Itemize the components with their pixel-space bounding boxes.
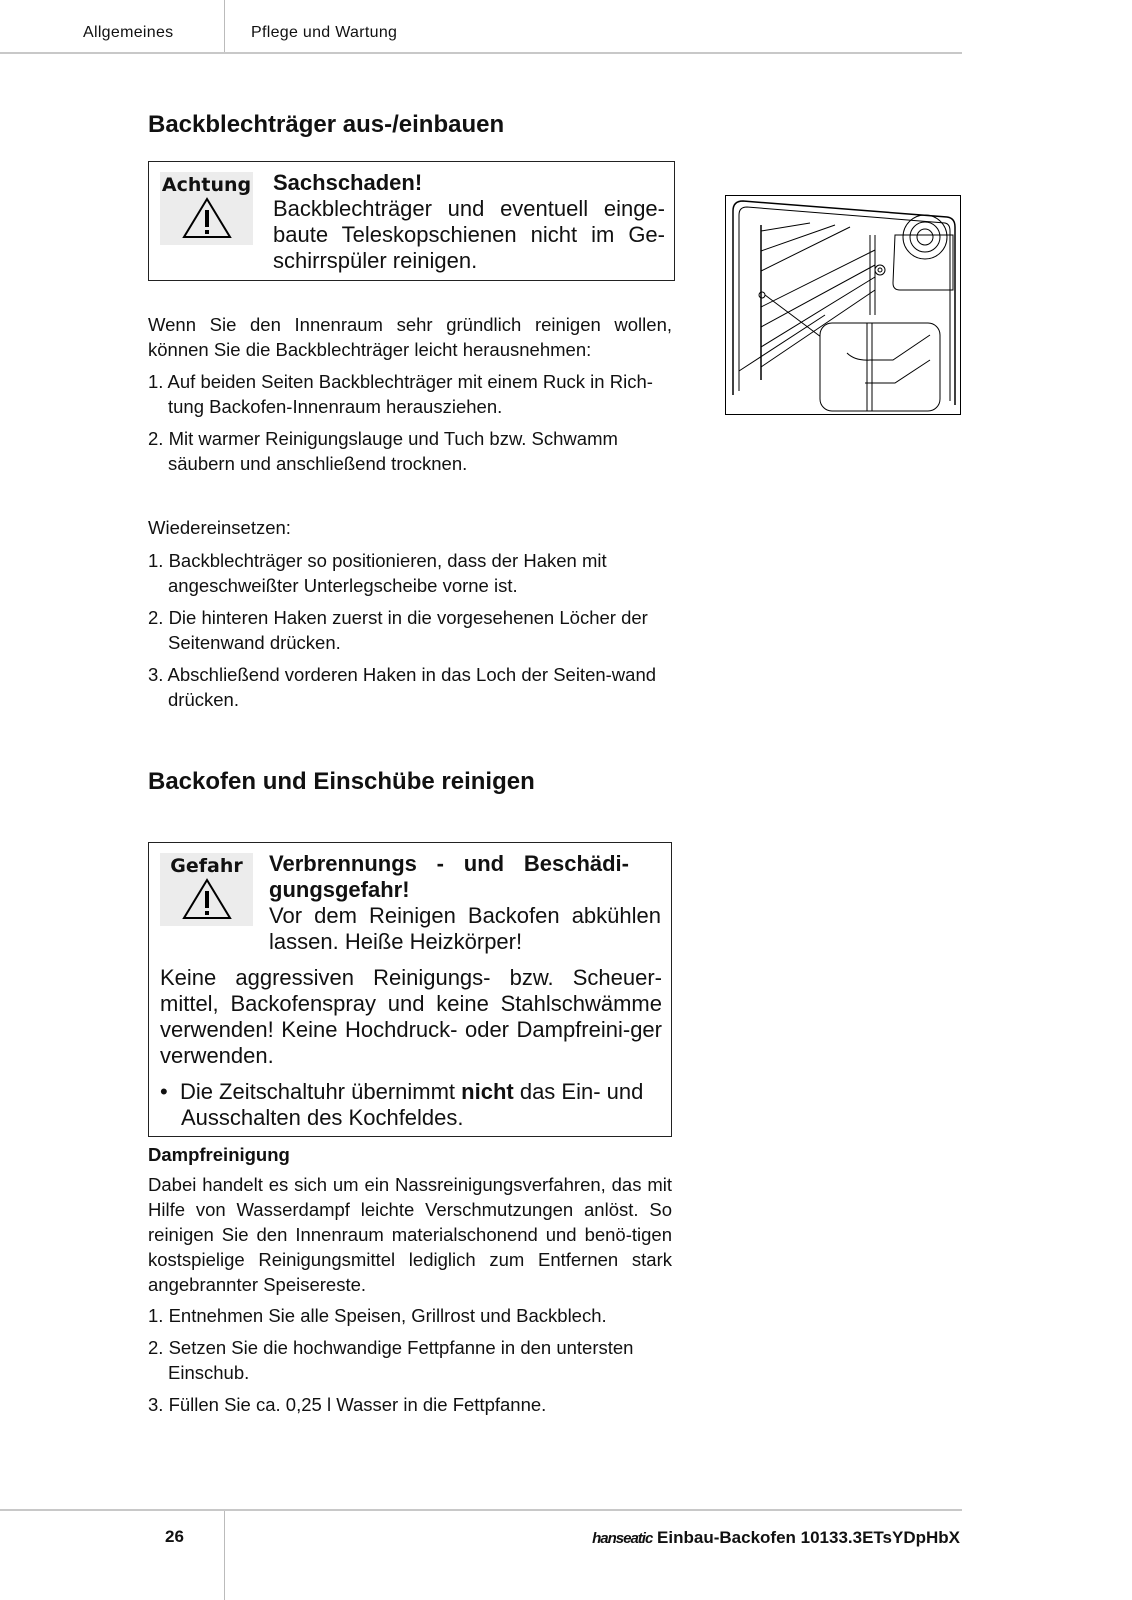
warning-text: Vor dem Reinigen Backofen abkühlen lassen. Heiße Heizkörper! (269, 903, 661, 954)
header-section: Allgemeines (83, 24, 174, 41)
bullet-emphasis: nicht (461, 1079, 514, 1104)
header-rule (0, 52, 962, 54)
footer-product (592, 1528, 960, 1548)
intro-paragraph: Wenn Sie den Innenraum sehr gründlich reinigen wollen, können Sie die Backblechträger leicht herausnehmen: (148, 314, 672, 360)
warning-box-gefahr (148, 842, 672, 1137)
steam-paragraph: Dabei handelt es sich um ein Nassreinigungsverfahren, das mit Hilfe von Wasserdampf leichte Verschmutzungen anlöst. So reinigen Sie den Innenraum materialschonend und benö-tigen kostspielige Reinigungsmittel lediglich zum Entfernen stark angebrannter Speisereste. (148, 1174, 672, 1295)
section-title: Backofen und Einschübe reinigen (148, 768, 535, 795)
footer-rule (0, 1509, 962, 1511)
warning-box-achtung (148, 161, 675, 281)
list-item: 3. Abschließend vorderen Haken in das Loch der Seiten-wand drücken. (148, 664, 657, 710)
warning-sign (160, 853, 253, 926)
header-divider (224, 0, 225, 52)
list-item: 1. Backblechträger so positionieren, dass der Haken mit angeschweißter Unterlegscheibe vorne ist. (148, 550, 607, 596)
warning-sign (160, 172, 253, 245)
list-item: 3. Füllen Sie ca. 0,25 l Wasser in die Fettpfanne. (148, 1394, 547, 1415)
header-chapter: Pflege und Wartung (251, 24, 398, 41)
list-item: 2. Die hinteren Haken zuerst in die vorgesehenen Löcher der Seitenwand drücken. (148, 607, 648, 653)
bullet-text: Die Zeitschaltuhr übernimmt (179, 1079, 462, 1104)
oven-rack-illustration (725, 195, 961, 415)
warning-note: Keine aggressiven Reinigungs- bzw. Scheuer-mittel, Backofenspray und keine Stahlschwämme verwenden! Keine Hochdruck- oder Dampfreini-ger verwenden. (160, 965, 662, 1068)
list-item: 1. Entnehmen Sie alle Speisen, Grillrost und Backblech. (148, 1305, 607, 1326)
section-title: Backblechträger aus-/einbauen (148, 111, 505, 138)
warning-text: Backblechträger und eventuell einge-baute Teleskopschienen nicht im Ge-schirrspüler reinigen. (273, 196, 665, 273)
warning-triangle-icon (181, 196, 233, 240)
page-number: 26 (165, 1527, 184, 1546)
warning-label: Gefahr (170, 855, 243, 877)
reinsert-label: Wiedereinsetzen: (148, 517, 291, 538)
warning-bullet: • Die Zeitschaltuhr übernimmt nicht das Ein- und Ausschalten des Kochfeldes. (160, 1079, 644, 1130)
bullet-text: das Ein- und Ausschalten des Kochfeldes. (181, 1079, 644, 1130)
product-name: Einbau-Backofen 10133.3ETsYDpHbX (657, 1528, 960, 1547)
subheading: Dampfreinigung (148, 1144, 290, 1165)
list-item: 2. Setzen Sie die hochwandige Fettpfanne in den untersten Einschub. (148, 1337, 634, 1383)
list-item: 1. Auf beiden Seiten Backblechträger mit einem Ruck in Rich-tung Backofen-Innenraum herausziehen. (148, 371, 653, 417)
warning-title: Verbrennungs - und Beschädi-gungsgefahr! (269, 851, 629, 902)
warning-label: Achtung (161, 174, 252, 196)
warning-title: Sachschaden! (273, 170, 423, 195)
list-item: 2. Mit warmer Reinigungslauge und Tuch bzw. Schwamm säubern und anschließend trocknen. (148, 428, 618, 474)
warning-triangle-icon (181, 877, 233, 921)
footer-divider (224, 1511, 225, 1600)
brand-logo: hanseatic (592, 1530, 653, 1547)
